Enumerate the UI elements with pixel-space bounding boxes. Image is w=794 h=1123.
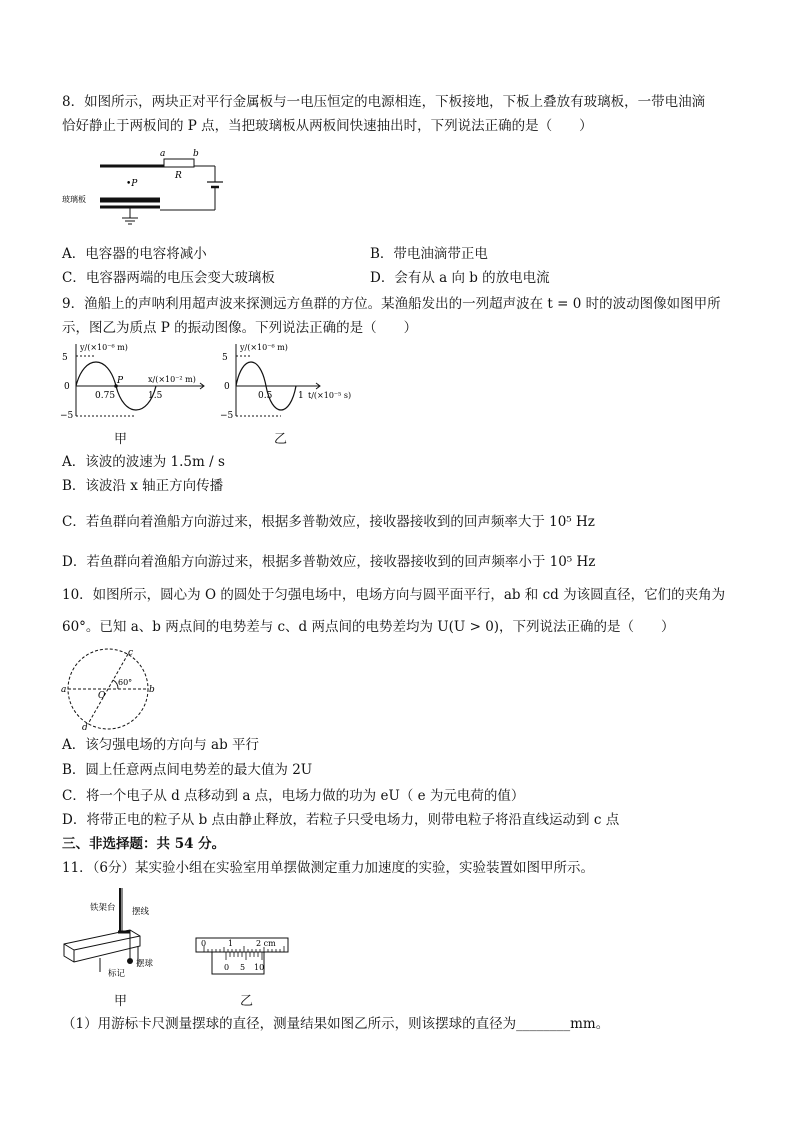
jia-y-zero: 0 <box>64 382 70 392</box>
label-angle: 60° <box>118 678 133 687</box>
q9-option-d: D．若鱼群向着渔船方向游过来，根据多普勒效应，接收器接收到的回声频率小于 10⁵ Hz <box>62 554 596 570</box>
label-glass: 玻璃板 <box>62 195 86 204</box>
caliper-vernier-10: 10 <box>254 963 265 972</box>
label-a: a <box>160 149 166 159</box>
q8-stem-line2: 恰好静止于两板间的 P 点，当把玻璃板从两板间快速抽出时，下列说法正确的是（ ） <box>62 118 593 134</box>
q11-pendulum-figure <box>60 884 200 980</box>
jia-y-top: 5 <box>62 353 68 363</box>
label-ball: 摆球 <box>136 959 154 969</box>
q11-sub1: （1）用游标卡尺测量摆球的直径，测量结果如图乙所示，则该摆球的直径为________mm。 <box>62 1016 610 1032</box>
yi-x1: 0.5 <box>258 391 273 401</box>
label-r: R <box>175 171 182 181</box>
q10-option-a: A．该匀强电场的方向与 ab 平行 <box>62 737 260 753</box>
label-d: d <box>82 723 88 732</box>
jia-ylabel: y/(×10⁻⁶ m) <box>80 343 128 352</box>
caliper-main-1: 1 <box>228 939 234 948</box>
label-c: c <box>128 648 134 658</box>
q8-option-d: D．会有从 a 向 b 的放电电流 <box>370 270 550 286</box>
label-stand: 铁架台 <box>90 903 116 913</box>
q9-option-a: A．该波的波速为 1.5m / s <box>62 454 225 470</box>
q10-circle-figure <box>58 646 162 732</box>
caliper-vernier-5: 5 <box>240 963 246 972</box>
q11-stem-line1: 11．（6分）某实验小组在实验室用单摆做测定重力加速度的实验，实验装置如图甲所示。 <box>62 860 595 876</box>
q9-vibration-graph-yi <box>220 340 360 420</box>
jia-x1: 0.75 <box>95 391 116 401</box>
q11-caliper-figure <box>192 936 292 980</box>
q11-caption-yi: 乙 <box>240 994 254 1009</box>
yi-ylabel: y/(×10⁻⁶ m) <box>240 343 288 352</box>
jia-x2: 1.5 <box>148 391 163 401</box>
q9-stem-line1: 9．渔船上的声呐利用超声波来探测远方鱼群的方位。某渔船发出的一列超声波在 t = 0 时的波动图像如图甲所 <box>62 296 721 312</box>
yi-y-bot: −5 <box>220 411 234 420</box>
q9-caption-jia: 甲 <box>114 432 128 447</box>
q10-option-b: B．圆上任意两点间电势差的最大值为 2U <box>62 762 313 778</box>
label-string: 摆线 <box>132 907 150 917</box>
q9-caption-yi: 乙 <box>274 432 288 447</box>
q8-stem-line1: 8．如图所示，两块正对平行金属板与一电压恒定的电源相连，下板接地，下板上叠放有玻璃板，一带电油滴 <box>62 94 706 110</box>
yi-x2: 1 <box>298 391 304 401</box>
q10-option-c: C．将一个电子从 d 点移动到 a 点，电场力做的功为 eU（ e 为元电荷的值） <box>62 788 525 804</box>
q10-stem-line2: 60°。已知 a、b 两点间的电势差与 c、d 两点间的电势差均为 U(U > 0)，下列说法正确的是（ ） <box>62 619 675 635</box>
label-b: b <box>149 685 155 695</box>
q8-option-b: B．带电油滴带正电 <box>370 246 488 262</box>
q8-capacitor-figure <box>60 142 230 234</box>
q11-caption-jia: 甲 <box>114 994 128 1009</box>
q9-wave-graph-jia <box>60 340 210 420</box>
caliper-main-0: 0 <box>201 939 207 948</box>
caliper-vernier-0: 0 <box>224 963 230 972</box>
jia-point-p: P <box>117 376 124 386</box>
q10-stem-line1: 10．如图所示，圆心为 O 的圆处于匀强电场中，电场方向与圆平面平行，ab 和 cd 为该圆直径，它们的夹角为 <box>62 587 726 603</box>
q9-option-c: C．若鱼群向着渔船方向游过来，根据多普勒效应，接收器接收到的回声频率大于 10⁵ Hz <box>62 514 595 530</box>
q8-option-c: C．电容器两端的电压会变大玻璃板 <box>62 270 275 286</box>
q9-option-b: B．该波沿 x 轴正方向传播 <box>62 478 224 494</box>
jia-xlabel: x/(×10⁻² m) <box>148 375 196 384</box>
label-mark: 标记 <box>108 969 126 979</box>
section-3-heading: 三、非选择题：共 54 分。 <box>62 836 226 852</box>
label-o: O <box>98 691 106 701</box>
q9-stem-line2: 示，图乙为质点 P 的振动图像。下列说法正确的是（ ） <box>62 320 418 336</box>
yi-y-zero: 0 <box>224 382 230 392</box>
jia-y-bot: −5 <box>60 411 74 420</box>
label-a: a <box>61 685 67 695</box>
label-b: b <box>193 149 199 159</box>
caliper-main-2: 2 cm <box>256 939 276 948</box>
q10-option-d: D．将带正电的粒子从 b 点由静止释放，若粒子只受电场力，则带电粒子将沿直线运动到 c 点 <box>62 812 620 828</box>
yi-xlabel: t/(×10⁻⁵ s) <box>308 391 352 400</box>
q8-option-a: A．电容器的电容将减小 <box>62 246 207 262</box>
label-p: •P <box>126 179 138 189</box>
yi-y-top: 5 <box>222 353 228 363</box>
